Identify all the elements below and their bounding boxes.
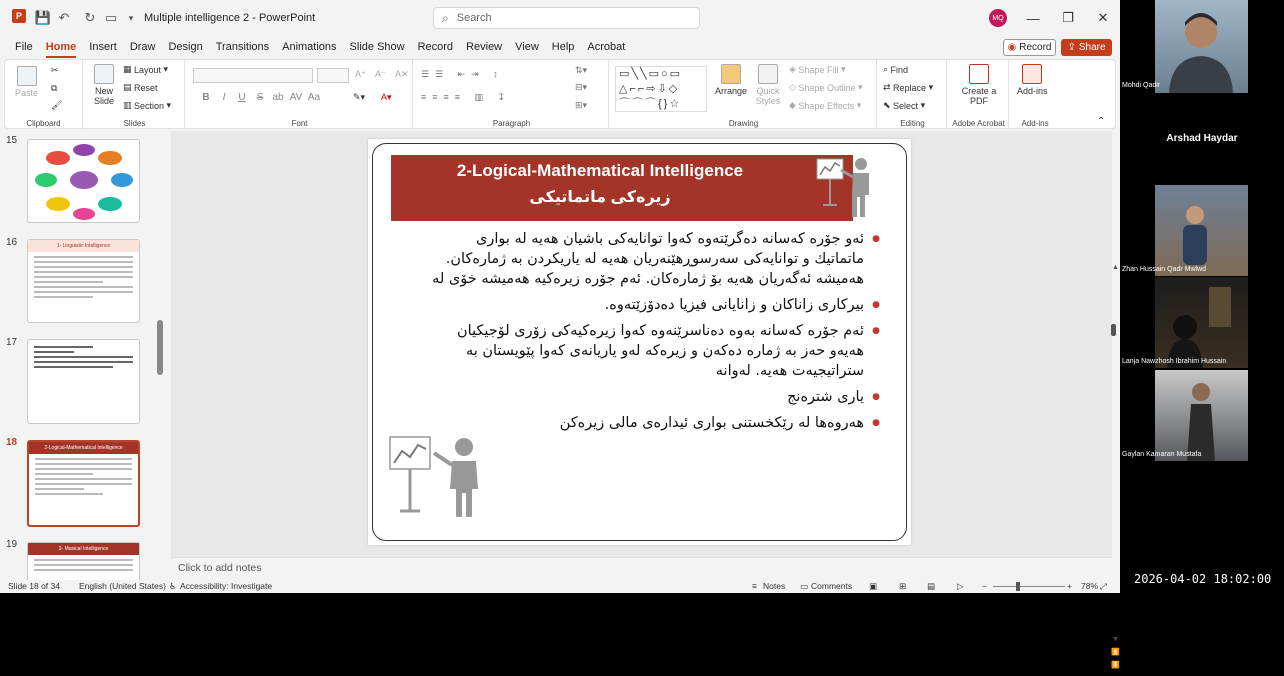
cut-icon[interactable]: ✂ (51, 65, 59, 75)
notes-pane[interactable] (171, 557, 1112, 580)
select-label: Select (893, 100, 919, 111)
shape-effects-icon: ◆ (789, 100, 799, 110)
slide-info: Slide 18 of 34 (8, 581, 60, 591)
title-bar (0, 0, 1120, 36)
tab-view[interactable]: View (515, 41, 539, 53)
record-button[interactable] (1003, 39, 1056, 56)
quick-styles-button[interactable] (753, 64, 783, 106)
clipboard-group (5, 60, 83, 130)
search-icon: ⌕ (442, 10, 449, 25)
tab-acrobat[interactable]: Acrobat (587, 41, 626, 53)
slides-label: Slides (123, 119, 146, 128)
slide-bullet[interactable]: ● هەروەها لە رێکخستنی بواری ئیدارەی مالی زیرەکن (428, 413, 880, 433)
tab-insert[interactable]: Insert (89, 41, 117, 53)
font-group (187, 60, 413, 130)
scroll-up-icon: ▲ (1112, 264, 1119, 271)
font-format-button[interactable]: I (222, 92, 226, 103)
create-pdf-label: Create a PDF (961, 86, 997, 106)
next-slide-icon: ⏬ (1111, 662, 1120, 669)
drawing-group (611, 60, 877, 130)
reset-icon: ▤ (123, 82, 135, 92)
thumbnail-text-lines (28, 252, 139, 305)
section-icon: ▥ (123, 100, 135, 110)
slide-thumbnail-18[interactable] (27, 440, 140, 527)
decrease-font-icon[interactable]: A⁻ (375, 69, 386, 79)
acrobat-label: Adobe Acrobat (952, 119, 1005, 128)
paste-label: Paste (15, 88, 39, 98)
quick-styles-icon (758, 64, 778, 84)
speaker-name: Arshad Haydar (1166, 133, 1238, 144)
drawing-label: Drawing (728, 119, 759, 128)
record-label: Record (1019, 42, 1052, 53)
shape-fill-label: Shape Fill (798, 64, 839, 75)
addins-button-label: Add-ins (1017, 86, 1048, 96)
powerpoint-logo-icon: P (12, 9, 26, 23)
video-tile-host[interactable] (1155, 0, 1248, 93)
slides-group (85, 60, 185, 130)
ribbon-tabs (0, 38, 1120, 58)
replace-label: Replace (893, 82, 927, 93)
layout-label: Layout (134, 64, 162, 75)
tab-review[interactable]: Review (466, 41, 503, 53)
tab-draw[interactable]: Draw (129, 41, 156, 53)
addins-label: Add-ins (1021, 119, 1049, 128)
save-icon[interactable]: 💾 (34, 10, 52, 25)
select-icon: ⬉ (883, 100, 894, 110)
slide-thumbnail-16[interactable] (27, 239, 140, 323)
user-avatar[interactable]: MQ (989, 9, 1007, 27)
search-placeholder: Search (456, 12, 492, 24)
share-button[interactable] (1061, 39, 1112, 56)
find-button[interactable] (883, 64, 908, 75)
arrange-button[interactable] (715, 64, 747, 96)
list-buttons-icon[interactable]: ☰☰ ⇤⇥ ↕ (421, 69, 504, 79)
zoom-slider-thumb[interactable] (1016, 582, 1020, 591)
copy-icon[interactable]: ⧉ (51, 83, 58, 93)
ribbon (4, 59, 1116, 129)
font-color-icon[interactable]: A▾ (381, 92, 392, 102)
zoom-in-icon[interactable]: + (1067, 581, 1072, 591)
tab-file[interactable]: File (15, 41, 33, 53)
thumbnail-text-lines (28, 340, 139, 375)
font-format-button[interactable]: U (238, 92, 246, 103)
slide-subtitle[interactable]: زیرەکی ماتماتیکی (529, 189, 671, 206)
reset-label: Reset (134, 82, 158, 93)
increase-font-icon[interactable]: A⁺ (355, 69, 366, 79)
section-button[interactable]: ▥ Section ▾ (123, 100, 172, 111)
addins-button[interactable] (1017, 64, 1048, 96)
new-slide-button[interactable] (89, 64, 119, 106)
close-button[interactable]: ✕ (1097, 10, 1109, 25)
smartart-icon[interactable]: ⊞▾ (575, 100, 588, 110)
layout-button[interactable]: ▦ Layout ▾ (123, 64, 169, 75)
highlight-icon[interactable]: ✎▾ (353, 92, 366, 102)
slide-title[interactable]: 2-Logical-Mathematical Intelligence (456, 161, 744, 180)
font-size-dropdown[interactable] (317, 68, 349, 83)
slide-bullet[interactable]: ● ئەم جۆرە کەسانە بەوە دەناسرێنەوە کەوا زیرەکیەکی زۆری لۆجیکیان هەیەو حەز بە ژمارە دەکەن و زیرەکە لەو یاریانەی کەوا پێویستان بە ستراتیجیەت هەیە. لەوانە (428, 321, 880, 381)
video-tile-participant[interactable] (1155, 277, 1248, 368)
tab-animations[interactable]: Animations (282, 41, 337, 53)
person-avatar-icon (1155, 0, 1248, 93)
editor-scrollbar[interactable] (1110, 266, 1118, 676)
tab-home[interactable]: Home (46, 38, 77, 58)
comments-button[interactable]: Comments (811, 581, 853, 591)
addins-group (1011, 60, 1059, 130)
shape-effects-label: Shape Effects (798, 100, 855, 111)
minimize-button[interactable]: — (1026, 10, 1040, 26)
find-icon: ⌕ (883, 64, 891, 74)
shape-outline-label: Shape Outline (798, 82, 856, 93)
person-avatar-icon (1155, 185, 1248, 276)
document-title: Multiple intelligence 2 - PowerPoint (144, 12, 316, 24)
zoom-out-icon[interactable]: − (982, 581, 987, 591)
arrange-icon (721, 64, 741, 84)
redo-icon[interactable]: ↻ (84, 10, 96, 25)
presenter-chart-icon (811, 155, 901, 221)
align-buttons-icon[interactable]: ≡≡≡≡ ▥ ↧ (421, 92, 512, 102)
slide-thumbnail-17[interactable] (27, 339, 140, 424)
slideshow-view-icon[interactable]: ▷ (957, 581, 964, 591)
thumbnail-text-lines (28, 555, 139, 578)
quick-styles-label: Quick Styles (755, 86, 781, 106)
normal-view-icon[interactable]: ▣ (869, 581, 878, 591)
create-pdf-button[interactable] (961, 64, 997, 106)
clipboard-label: Clipboard (26, 119, 61, 128)
font-format-buttons (197, 92, 323, 103)
acrobat-group (949, 60, 1009, 130)
zoom-level[interactable]: 78% (1081, 581, 1099, 591)
slide-number: 18 (6, 437, 18, 448)
shapes-gallery[interactable]: ▭╲╲▭○▭ △⌐⌐⇨⇩◇ ⌒⌒⌒{}☆ (615, 66, 707, 112)
slide-body[interactable] (428, 229, 880, 439)
slide-bullet[interactable]: ● بیرکاری زاناکان و زانایانی فیزیا دەدۆزێتەوە. (428, 295, 880, 315)
font-family-dropdown[interactable] (193, 68, 313, 83)
accessibility-status[interactable]: Accessibility: Investigate (180, 581, 273, 591)
person-avatar-icon (1155, 277, 1248, 368)
presenter-chart-large-icon (388, 433, 498, 519)
slide-number: 19 (6, 539, 18, 550)
share-icon: ⇪ (1067, 42, 1076, 53)
paste-icon (17, 66, 37, 86)
comments-icon: ▭ (800, 581, 809, 591)
undo-icon[interactable]: ↶ (58, 10, 70, 25)
slide-number: 17 (6, 337, 18, 348)
zoom-slider[interactable] (993, 586, 1065, 587)
search-box[interactable] (433, 7, 700, 29)
tab-design[interactable]: Design (168, 41, 203, 53)
slide-thumbnails-pane (0, 131, 170, 580)
new-slide-label: New Slide (93, 86, 114, 106)
addins-icon (1022, 64, 1042, 84)
editing-group (879, 60, 947, 130)
paragraph-group (415, 60, 609, 130)
replace-icon: ⇄ (883, 82, 894, 92)
arrange-label: Arrange (715, 86, 748, 96)
shape-fill-icon: ◈ (789, 64, 799, 74)
prev-slide-icon: ⏫ (1111, 649, 1120, 656)
tab-record[interactable]: Record (417, 41, 454, 53)
font-format-button[interactable]: B (202, 92, 210, 103)
find-label: Find (890, 64, 909, 75)
paste-button[interactable] (15, 66, 38, 98)
share-label: Share (1078, 42, 1106, 53)
slide-thumbnail-15[interactable] (27, 139, 140, 223)
record-dot-icon: ◉ (1007, 42, 1017, 53)
notes-icon: ≡ (752, 581, 757, 591)
thumbnail-text-lines (29, 454, 138, 502)
accessibility-icon: ♿ (169, 581, 177, 591)
video-call-panel (1120, 0, 1284, 593)
shape-effects-button[interactable]: ◆ Shape Effects ▾ (789, 100, 862, 111)
replace-button[interactable]: ⇄ Replace ▾ (883, 82, 934, 93)
align-text-icon[interactable]: ⊟▾ (575, 82, 588, 92)
fit-slide-icon[interactable]: ⤢ (1100, 581, 1107, 591)
host-name-label: Mohdi Qadir (1122, 82, 1161, 89)
thumbnail-title: 1- Linguistic Intelligence (28, 240, 139, 252)
mind-map-thumbnail-icon (28, 140, 141, 224)
slide-number: 15 (6, 135, 18, 146)
select-button[interactable]: ⬉ Select ▾ (883, 100, 926, 111)
clear-format-icon[interactable]: A✕ (395, 69, 409, 79)
font-format-button[interactable]: ab (272, 92, 284, 103)
video-tile-participant[interactable] (1155, 185, 1248, 276)
shape-outline-icon: ◇ (789, 82, 799, 92)
font-format-button[interactable]: S (256, 92, 264, 103)
video-tile-participant[interactable] (1155, 370, 1248, 461)
slide-bullet[interactable]: ● ئەو جۆرە کەسانە دەگرێتەوە کەوا توانایەکی باشیان هەیە لە بواری ماتماتیك و توانایەکی سەرسوڕهێنەریان هەیە لە یاریکردن بە ژمارەکان. هەمیشە ئەگەریان هەیە بۆ ژمارەکان. ئەم جۆرە زیرەکیە هەمیشە خۆی لە (428, 229, 880, 289)
shape-fill-button[interactable]: ◈ Shape Fill ▾ (789, 64, 846, 75)
customize-toolbar-icon[interactable]: ▾ (128, 12, 134, 23)
participant-name-label: Lanja Nawzhosh Ibrahim Hussain (1122, 358, 1227, 365)
editor-scroll-thumb (1111, 324, 1116, 336)
notes-placeholder: Click to add notes (178, 562, 262, 574)
thumbnail-title: 3- Musical Intelligence (28, 543, 139, 555)
status-bar (0, 580, 1120, 593)
new-slide-icon (94, 64, 114, 84)
thumbnail-title: 2-Logical-Mathematical Intelligence (29, 442, 138, 454)
participant-name-label: Gaylan Kamaran Mustafa (1122, 451, 1202, 458)
paragraph-label: Paragraph (492, 119, 531, 128)
slide-number: 16 (6, 237, 18, 248)
scroll-down-icon: ▼ (1112, 636, 1119, 643)
person-avatar-icon (1155, 370, 1248, 461)
font-format-button[interactable]: AV (289, 92, 303, 103)
notes-button[interactable]: Notes (763, 581, 786, 591)
reading-view-icon[interactable]: ▤ (927, 581, 936, 591)
maximize-button[interactable]: ❐ (1062, 10, 1074, 25)
thumbnails-scrollbar[interactable] (157, 135, 163, 575)
shape-outline-button[interactable]: ◇ Shape Outline ▾ (789, 82, 863, 93)
collapse-ribbon-icon[interactable]: ⌃ (1097, 116, 1106, 127)
tab-help[interactable]: Help (551, 41, 575, 53)
slide-title-banner (391, 155, 853, 221)
font-label: Font (291, 119, 308, 128)
layout-icon: ▦ (123, 64, 135, 74)
tab-transitions[interactable]: Transitions (215, 41, 270, 53)
font-format-button[interactable]: Aa (307, 92, 321, 103)
slide-bullet[interactable]: ● یاری شترەنج (428, 387, 880, 407)
tab-slide-show[interactable]: Slide Show (349, 41, 405, 53)
language-indicator[interactable]: English (United States) (79, 581, 166, 591)
timestamp: 2026-04-02 18:02:00 (1134, 572, 1272, 586)
reset-button[interactable] (123, 82, 158, 93)
format-painter-icon[interactable]: 🖌 (51, 100, 63, 110)
current-slide[interactable] (368, 139, 911, 545)
text-direction-icon[interactable]: ⇅▾ (575, 65, 588, 75)
pdf-icon (969, 64, 989, 84)
participant-name-label: Zhan Hussain Qadr Mwlwd (1122, 266, 1207, 273)
editing-label: Editing (900, 119, 925, 128)
section-label: Section (134, 100, 165, 111)
present-icon[interactable]: ▭ (104, 10, 118, 25)
slide-sorter-icon[interactable]: ⊞ (899, 581, 907, 591)
